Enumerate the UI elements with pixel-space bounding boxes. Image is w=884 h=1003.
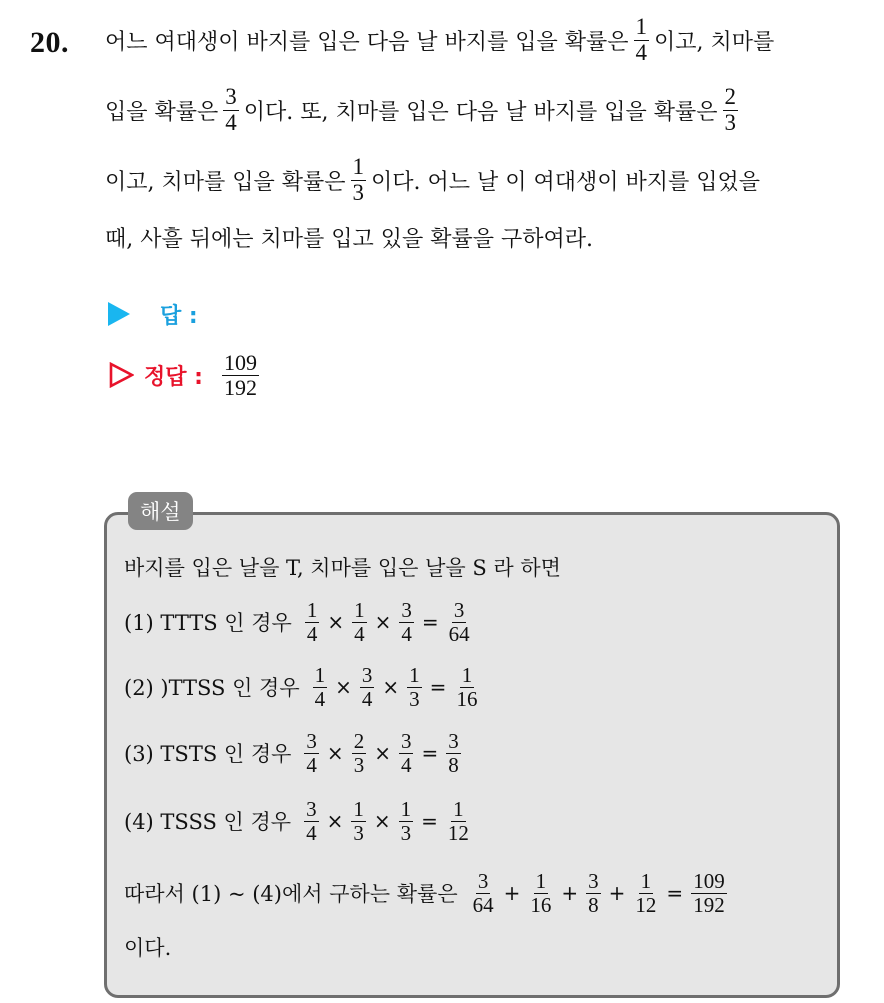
solution-case-1 (124, 591, 829, 653)
plus-sign: + (561, 881, 579, 905)
problem-text: 이고, 치마를 입을 확률은 (105, 169, 346, 195)
times-sign: × (326, 809, 344, 833)
fraction: $\frac{1}{4}$ (314, 663, 326, 711)
times-sign: × (373, 809, 391, 833)
fraction: $\frac{3}{4}$ (306, 729, 317, 777)
fraction: $\frac{3}{4}$ (225, 84, 237, 135)
equals-sign: = (666, 881, 684, 905)
equals-sign: = (429, 675, 447, 699)
fraction: $\frac{109}{192}$ (693, 869, 725, 917)
problem-line-3 (105, 150, 875, 210)
solution-case-4 (124, 790, 829, 852)
answer-row (108, 296, 198, 332)
correct-answer-label: 정답 : (144, 364, 203, 390)
problem-block (0, 0, 884, 260)
problem-text: 이다. 어느 날 이 여대생이 바지를 입었을 (371, 169, 760, 195)
fraction: $\frac{3}{64}$ (448, 598, 470, 646)
fraction: $\frac{1}{3}$ (409, 663, 420, 711)
fraction: $\frac{3}{4}$ (401, 598, 412, 646)
solution-intro: 바지를 입은 날을 T, 치마를 입은 날을 S 라 하면 (124, 556, 561, 580)
problem-text: 입을 확률은 (105, 99, 219, 125)
equals-sign: = (421, 610, 439, 634)
fraction: $\frac{1}{12}$ (635, 869, 657, 917)
times-sign: × (327, 610, 345, 634)
times-sign: × (326, 741, 344, 765)
plus-sign: + (503, 881, 521, 905)
equals-sign: = (421, 741, 439, 765)
times-sign: × (335, 675, 352, 699)
case-label: (2) )TTSS 인 경우 (124, 676, 300, 700)
fraction: $\frac{2}{3}$ (353, 729, 365, 777)
solution-sum-line (124, 862, 829, 924)
solution-case-3 (124, 722, 829, 784)
fraction: $\frac{1}{16}$ (530, 869, 552, 917)
fraction: $\frac{3}{64}$ (472, 869, 494, 917)
fraction: $\frac{1}{3}$ (353, 797, 364, 845)
problem-text: 어느 여대생이 바지를 입은 다음 날 바지를 입을 확률은 (105, 29, 629, 55)
fraction: $\frac{3}{8}$ (448, 729, 459, 777)
problem-line-1 (105, 10, 875, 70)
case-label: (4) TSSS 인 경우 (124, 810, 292, 834)
fraction: $\frac{1}{16}$ (456, 663, 478, 711)
equals-sign: = (421, 809, 438, 833)
fraction: $\frac{3}{8}$ (588, 869, 599, 917)
case-label: (3) TSTS 인 경우 (124, 742, 292, 766)
fraction: $\frac{3}{4}$ (306, 797, 317, 845)
fraction: $\frac{1}{4}$ (306, 598, 318, 646)
problem-text: 이고, 치마를 (654, 29, 775, 55)
answer-label: 답 : (160, 303, 198, 329)
fraction: $\frac{1}{3}$ (352, 154, 364, 205)
times-sign: × (382, 675, 400, 699)
fraction: $\frac{3}{4}$ (361, 663, 373, 711)
fraction: $\frac{1}{3}$ (400, 797, 412, 845)
correct-answer-row (108, 344, 264, 406)
fraction: $\frac{1}{4}$ (354, 598, 365, 646)
filled-triangle-icon (108, 302, 130, 326)
problem-text: 이다. 또, 치마를 입은 다음 날 바지를 입을 확률은 (243, 99, 718, 125)
case-label: (1) TTTS 인 경우 (124, 611, 292, 635)
question-number: 20. (30, 26, 69, 59)
times-sign: × (374, 741, 391, 765)
problem-line-4: 때, 사흘 뒤에는 치마를 입고 있을 확률을 구하여라. (105, 226, 593, 252)
solution-ending: 이다. (124, 936, 172, 960)
outline-triangle-icon (108, 362, 134, 388)
solution-case-2 (124, 656, 829, 718)
fraction: $\frac{1}{4}$ (635, 14, 647, 65)
plus-sign: + (608, 881, 626, 905)
problem-line-2 (105, 80, 875, 140)
fraction: $\frac{3}{4}$ (400, 729, 412, 777)
fraction: $\frac{2}{3}$ (724, 84, 736, 135)
fraction: $\frac{1}{12}$ (447, 797, 469, 845)
correct-answer-fraction: $\frac{109}{192}$ (223, 350, 257, 400)
sum-text: 따라서 (1) ~ (4)에서 구하는 확률은 (124, 882, 458, 906)
times-sign: × (374, 610, 392, 634)
solution-tab: 해설 (128, 492, 193, 530)
